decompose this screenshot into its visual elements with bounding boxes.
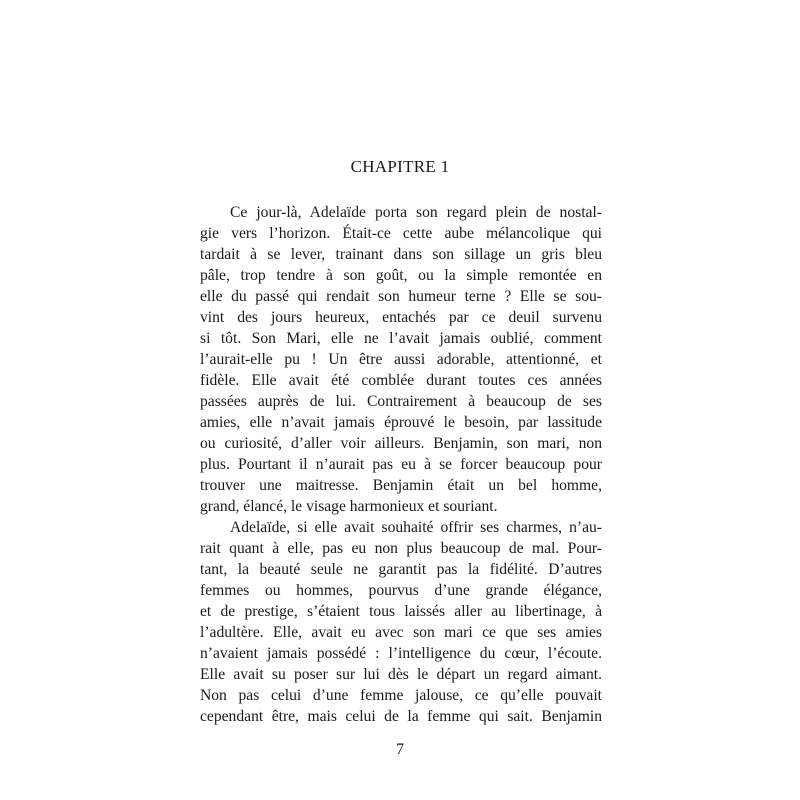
text-line: amies, elle n’avait jamais éprouvé le besoin, par lassitude [200, 414, 602, 431]
text-line: grand, élancé, le visage harmonieux et souriant. [200, 498, 498, 515]
text-line: tardait à se lever, trainant dans son sillage un gris bleu [200, 246, 602, 263]
text-line: rait quant à elle, pas eu non plus beaucoup de mal. Pour- [200, 540, 602, 557]
text-line: trouver une maitresse. Benjamin était un bel homme, [200, 477, 602, 494]
text-line: gie vers l’horizon. Était-ce cette aube mélancolique qui [200, 225, 602, 242]
text-line: Elle avait su poser sur lui dès le départ un regard aimant. [200, 666, 602, 683]
text-line: Ce jour-là, Adelaïde porta son regard plein de nostal- [230, 204, 602, 221]
text-line: passées auprès de lui. Contrairement à beaucoup de ses [200, 393, 602, 410]
text-line: tant, la beauté seule ne garantit pas la fidélité. D’autres [200, 561, 602, 578]
text-line: l’adultère. Elle, avait eu avec son mari ce que ses amies [200, 624, 602, 641]
text-line: n’avaient jamais possédé : l’intelligence du cœur, l’écoute. [200, 645, 602, 662]
text-line: cependant être, mais celui de la femme qui sait. Benjamin [200, 708, 602, 725]
text-line: si tôt. Son Mari, elle ne l’avait jamais oublié, comment [200, 330, 602, 347]
text-line: Adelaïde, si elle avait souhaité offrir ses charmes, n’au- [230, 519, 602, 536]
text-line: pâle, trop tendre à son goût, ou la simple remontée en [200, 267, 602, 284]
paragraph [200, 202, 602, 517]
text-line: elle du passé qui rendait son humeur terne ? Elle se sou- [200, 288, 602, 305]
text-line: vint des jours heureux, entachés par ce deuil survenu [200, 309, 602, 326]
text-line: fidèle. Elle avait été comblée durant toutes ces années [200, 372, 602, 389]
text-line: et de prestige, s’étaient tous laissés aller au libertinage, à [200, 603, 602, 620]
text-line: Non pas celui d’une femme jalouse, ce qu’elle pouvait [200, 687, 602, 704]
chapter-title: CHAPITRE 1 [350, 157, 450, 176]
text-line: femmes ou hommes, pourvus d’une grande élégance, [200, 582, 602, 599]
text-line: l’aurait-elle pu ! Un être aussi adorable, attentionné, et [200, 351, 602, 368]
page-number: 7 [396, 741, 404, 758]
text-line: plus. Pourtant il n’aurait pas eu à se forcer beaucoup pour [200, 456, 602, 473]
body-text [200, 202, 602, 727]
text-line: ou curiosité, d’aller voir ailleurs. Benjamin, son mari, non [200, 435, 602, 452]
paragraph [200, 517, 602, 727]
